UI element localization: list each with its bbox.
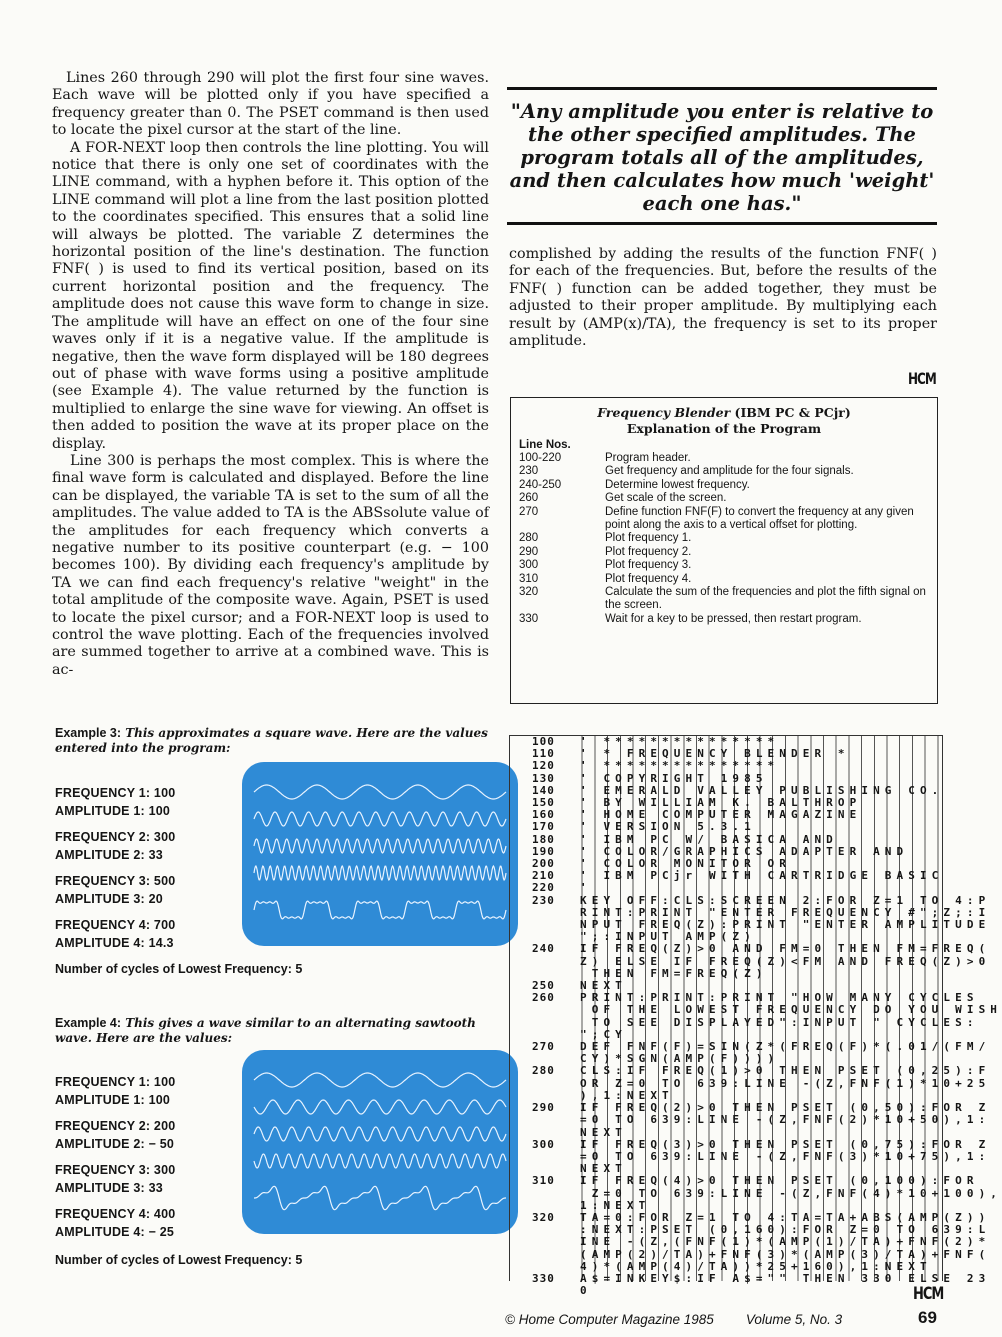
listing-line — [510, 834, 942, 846]
basic-line-number: 320 — [532, 1210, 555, 1224]
basic-line-number: 260 — [532, 991, 555, 1005]
basic-line-number: 140 — [532, 783, 555, 797]
explanation-row — [519, 492, 929, 505]
basic-line-number — [510, 956, 568, 968]
listing-line — [510, 1247, 991, 1261]
explanation-row — [519, 559, 929, 572]
basic-code: ' IBM PC W/ BASICA AND — [580, 832, 838, 846]
example-caption: Example 4: This gives a wave similar to an alternating sawtooth wave. Here are the values: — [55, 1016, 476, 1045]
listing-line — [510, 1271, 991, 1285]
basic-line-number — [510, 1151, 568, 1163]
basic-code: THEN FM=FREQ(Z) — [580, 966, 768, 980]
basic-line-number: 330 — [532, 1271, 555, 1285]
listing-line — [510, 1149, 991, 1163]
basic-code: ' BY WILLIAM K. BALTHROP — [580, 796, 862, 810]
frequency-label: FREQUENCY 3: 300 — [55, 1163, 176, 1177]
basic-line-number: 130 — [532, 771, 555, 785]
article-left-column — [52, 70, 489, 679]
end-mark-logo: HCM — [908, 369, 936, 389]
cycles-label: Number of cycles of Lowest Frequency: 5 — [55, 962, 303, 976]
basic-line-number: 290 — [532, 1101, 555, 1115]
explanation-title: Frequency Blender (IBM PC & PCjr) — [597, 405, 851, 420]
line-number: 260 — [519, 492, 539, 505]
basic-line-number: 190 — [532, 844, 555, 858]
basic-code: ";:INPUT AMP(Z) — [580, 930, 756, 944]
basic-code: DEF FNF(F)=SIN(Z*(FREQ(F)*(.01/(FM/ — [580, 1040, 991, 1054]
line-number: 240-250 — [519, 478, 562, 491]
basic-code: ' COLOR/GRAPHICS ADAPTER AND — [580, 844, 909, 858]
basic-line-number — [510, 1249, 568, 1261]
basic-code: ' COLOR MONITOR OR — [580, 857, 792, 871]
basic-code: NPUT FREQ(Z):PRINT "ENTER AMPLITUDE — [580, 918, 991, 932]
basic-code: :NEXT:PSET (0,160):FOR Z=0 TO 639:L — [580, 1223, 991, 1237]
basic-code: 4)*(AMP(4)/TA))*25+160),1:NEXT — [580, 1259, 932, 1273]
basic-code: ' EMERALD VALLEY PUBLISHING CO. — [580, 783, 944, 797]
line-number: 330 — [519, 612, 539, 625]
amplitude-label: AMPLITUDE 4: − 25 — [55, 1225, 175, 1239]
basic-code: Z) ELSE IF FREQ(Z)<FM AND FREQ(Z)>0 — [580, 954, 991, 968]
oscilloscope-screen — [242, 1050, 518, 1234]
basic-code: ' VERSION 5.3.1 — [580, 820, 756, 834]
amplitude-label: AMPLITUDE 2: 33 — [55, 848, 163, 862]
frequency-trace — [254, 1100, 506, 1114]
amplitude-label: AMPLITUDE 2: − 50 — [55, 1137, 175, 1151]
basic-code: TA=0:FOR Z=1 TO 4:TA=TA+ABS(AMP(Z)) — [580, 1210, 991, 1224]
listing-line — [510, 1285, 942, 1297]
line-number: 320 — [519, 586, 539, 599]
basic-line-number: 110 — [532, 747, 555, 761]
explanation-row — [519, 573, 929, 586]
basic-code: ' IBM PCjr WITH CARTRIDGE BASIC — [580, 869, 944, 883]
explanation-header: Line Nos. — [519, 439, 571, 451]
explanation-row — [519, 546, 929, 559]
basic-line-number — [510, 1127, 568, 1139]
line-number: 230 — [519, 465, 539, 478]
basic-line-number: 170 — [532, 820, 555, 834]
listing-line — [510, 882, 942, 894]
footer-logo: HCM — [913, 1284, 944, 1305]
listing-line — [510, 1064, 991, 1078]
example-caption: Example 3: This approximates a square wave. Here are the values entered into the program: — [55, 726, 488, 755]
basic-line-number — [510, 919, 568, 931]
basic-code: TO SEE DISPLAYED":INPUT " CYCLES: — [580, 1015, 979, 1029]
article-right-column — [509, 246, 937, 350]
waveform-plot — [242, 1050, 518, 1234]
basic-code: NEXT — [580, 979, 627, 993]
basic-line-number: 270 — [532, 1040, 555, 1054]
frequency-trace — [254, 866, 506, 880]
basic-code: CY)*SGN(AMP(F)))) — [580, 1052, 780, 1066]
basic-line-number: 220 — [532, 881, 555, 895]
copyright-text: © Home Computer Magazine 1985 — [505, 1312, 714, 1327]
explanation-rows — [519, 452, 929, 626]
basic-code: IF FREQ(Z)>0 AND FM=0 THEN FM=FREQ( — [580, 942, 991, 956]
frequency-trace — [254, 1127, 506, 1141]
basic-line-number — [510, 1188, 568, 1200]
listing-line — [510, 773, 942, 785]
composite-trace — [254, 901, 506, 919]
paragraph: Lines 260 through 290 will plot the first four sine waves. Each wave will be plotted only if you have specified a frequency greater than 0. The PSET command is then used to locate the pixel cursor at the start of the line. — [52, 70, 489, 139]
frequency-label: FREQUENCY 4: 400 — [55, 1207, 176, 1221]
basic-line-number: 240 — [532, 942, 555, 956]
amplitude-label: AMPLITUDE 3: 33 — [55, 1181, 163, 1195]
line-number: 300 — [519, 559, 539, 572]
line-number: 280 — [519, 532, 539, 545]
listing-line — [510, 821, 942, 833]
basic-code: ' COPYRIGHT 1985 — [580, 771, 768, 785]
line-number: 290 — [519, 545, 539, 558]
explanation-row — [519, 613, 929, 626]
example-3 — [55, 726, 490, 976]
frequency-label: FREQUENCY 1: 100 — [55, 1075, 176, 1089]
basic-line-number: 310 — [532, 1174, 555, 1188]
listing-rows — [510, 735, 1002, 1298]
line-description: Plot frequency 2. — [605, 545, 692, 558]
basic-code: IF FREQ(2)>0 THEN PSET (0,50):FOR Z — [580, 1101, 991, 1115]
line-number: 270 — [519, 505, 539, 518]
amplitude-label: AMPLITUDE 3: 20 — [55, 892, 163, 906]
line-description: Wait for a key to be pressed, then restart program. — [605, 612, 862, 625]
frequency-trace — [254, 839, 506, 853]
frequency-label: FREQUENCY 2: 200 — [55, 1119, 176, 1133]
basic-code: ";CY — [580, 1027, 627, 1041]
basic-code: NEXT — [580, 1162, 627, 1176]
listing-line — [510, 760, 942, 772]
amplitude-label: AMPLITUDE 1: 100 — [55, 804, 171, 818]
basic-line-number: 300 — [532, 1137, 555, 1151]
line-description: Define function FNF(F) to convert the frequency at any given point along the axis to a vertical offset for plotting. — [605, 505, 914, 532]
amplitude-label: AMPLITUDE 1: 100 — [55, 1093, 171, 1107]
basic-code: ' * FREQUENCY BLENDER * — [580, 747, 850, 761]
basic-code: NEXT — [580, 1125, 627, 1139]
basic-code: OR Z=0 TO 639:LINE -(Z,FNF(1)*10+25 — [580, 1076, 991, 1090]
basic-code: (AMP(2)/TA)+FNF(3)*(AMP(3)/TA)+FNF( — [580, 1247, 991, 1261]
listing-line — [510, 1113, 991, 1127]
basic-line-number — [510, 1004, 568, 1016]
listing-line — [510, 942, 991, 956]
basic-line-number: 100 — [532, 735, 555, 748]
composite-trace — [254, 1186, 506, 1209]
basic-line-number: 120 — [532, 759, 555, 773]
basic-code: KEY OFF:CLS:SCREEN 2:FOR Z=1 TO 4:P — [580, 893, 991, 907]
basic-code: =0 TO 639:LINE -(Z,FNF(2)*10+50),1: — [580, 1113, 991, 1127]
line-description: Program header. — [605, 452, 691, 464]
basic-code: A$=INKEY$:IF A$="" THEN 330 ELSE 23 — [580, 1271, 991, 1285]
explanation-box — [510, 397, 938, 704]
basic-line-number: 150 — [532, 796, 555, 810]
line-number: 100-220 — [519, 452, 562, 464]
basic-code: INE -(Z,(FNF(1)*(AMP(1)/TA)+FNF(2)* — [580, 1235, 991, 1249]
explanation-row — [519, 452, 929, 465]
basic-code: IF FREQ(4)>0 THEN PSET (0,100):FOR — [580, 1174, 979, 1188]
basic-code: ' *************** — [580, 759, 780, 773]
line-description: Get scale of the screen. — [605, 492, 727, 505]
basic-code: 0 — [580, 1284, 592, 1298]
example-4 — [55, 1016, 490, 1276]
frequency-label: FREQUENCY 4: 700 — [55, 918, 176, 932]
waveform-plot — [242, 762, 518, 946]
frequency-label: FREQUENCY 3: 500 — [55, 874, 176, 888]
explanation-row — [519, 586, 929, 613]
basic-line-number: 160 — [532, 808, 555, 822]
basic-code: Z=0 TO 639:LINE -(Z,FNF(4)*10+100), — [580, 1186, 1002, 1200]
explanation-subtitle: Explanation of the Program — [626, 421, 822, 436]
frequency-trace — [254, 1073, 506, 1087]
basic-code: OF THE LOWEST FREQUENCY DO YOU WISH — [580, 1003, 1002, 1017]
basic-code: IF FREQ(3)>0 THEN PSET (0,75):FOR Z — [580, 1137, 991, 1151]
basic-code: PRINT:PRINT:PRINT "HOW MANY CYCLES — [580, 991, 979, 1005]
frequency-trace — [254, 785, 506, 799]
frequency-label: FREQUENCY 1: 100 — [55, 786, 176, 800]
listing-line — [510, 870, 942, 882]
listing-line — [510, 1127, 942, 1139]
basic-line-number: 280 — [532, 1064, 555, 1078]
basic-line-number — [510, 1114, 568, 1126]
basic-line-number — [510, 1017, 568, 1029]
basic-line-number: 180 — [532, 832, 555, 846]
volume-text: Volume 5, No. 3 — [745, 1312, 843, 1327]
explanation-row — [519, 479, 929, 492]
basic-code: CLS:IF FREQ(1)>0 THEN PSET (0,25):F — [580, 1064, 991, 1078]
basic-line-number — [510, 907, 568, 919]
paragraph: Line 300 is perhaps the most complex. This is where the final wave form is calculated and displayed. Before the line can be displayed, the variable TA is set to the sum of all the amplitudes. The value added to TA is the ABSsolute value of the amplitudes for each frequency which converts a negative number to its positive counterpart (e.g. − 100 becomes 100). By dividing each frequency's amplitude by TA we can find each frequency's relative "weight" in the total amplitude of the composite wave. Again, PSET is used to locate the pixel cursor; and a FOR-NEXT loop is used to control the wave plotting. Each of the frequencies involved are summed together to arrive at a combined wave. This is ac- — [52, 452, 489, 678]
paragraph: complished by adding the results of the function FNF( ) for each of the frequencies. But, before the results of the FNF( ) function can be added together, they must be adjusted to their proper amplitude. By multiplying each result by (AMP(x)/TA), the frequency is set to its proper amplitude. — [509, 246, 937, 350]
line-description: Plot frequency 1. — [605, 532, 692, 545]
basic-line-number — [510, 1224, 568, 1236]
paragraph: A FOR-NEXT loop then controls the line plotting. You will notice that there is only one set of coordinates with the LINE command, with a hyphen before it. This option of the LINE command will plot a line from the last position plotted to the coordinates specified. This ensures that a solid line will always be plotted. The variable Z determines the horizontal position of the line's destination. The function FNF( ) is used to find its vertical position, based on its current horizontal position and the frequency. The amplitude does not cause this wave form to change in size. The amplitude will have an effect on one of the four sine waves only if it is a negative value. If the amplitude is negative, then the wave form displayed will be 180 degrees out of phase with wave forms using a positive amplitude (see Example 4). The value returned by the function is multiplied to enlarge the sine wave for viewing. An offset is then added to position the wave at its proper place on the display. — [52, 139, 489, 452]
line-description: Determine lowest frequency. — [605, 478, 750, 491]
pull-quote: "Any amplitude you enter is relative to the other specified amplitudes. The program totals all of the amplitudes, and then calculates how much 'weight' each one has." — [507, 87, 937, 225]
cycles-label: Number of cycles of Lowest Frequency: 5 — [55, 1253, 303, 1267]
listing-line — [510, 1015, 979, 1029]
line-number: 310 — [519, 572, 539, 585]
amplitude-label: AMPLITUDE 4: 14.3 — [55, 936, 174, 950]
line-description: Calculate the sum of the frequencies and plot the fifth signal on the screen. — [605, 586, 926, 612]
line-description: Plot frequency 4. — [605, 572, 692, 585]
basic-code: ' — [580, 881, 592, 895]
basic-code: ),1:NEXT — [580, 1088, 674, 1102]
basic-code: 1:NEXT — [580, 1198, 651, 1212]
basic-code: ' *************** — [580, 735, 780, 748]
listing-line — [510, 968, 942, 980]
listing-line — [510, 1235, 991, 1249]
basic-line-number: 200 — [532, 857, 555, 871]
frequency-trace — [254, 1154, 506, 1168]
basic-code: RINT:PRINT "ENTER FREQUENCY #";Z;:I — [580, 905, 991, 919]
frequency-label: FREQUENCY 2: 300 — [55, 830, 176, 844]
explanation-row — [519, 532, 929, 545]
oscilloscope-screen — [242, 762, 518, 946]
explanation-row — [519, 465, 929, 478]
basic-line-number — [510, 1236, 568, 1248]
listing-line — [510, 1076, 991, 1090]
listing-line — [510, 1186, 1002, 1200]
basic-code: =0 TO 639:LINE -(Z,FNF(3)*10+75),1: — [580, 1149, 991, 1163]
basic-code: ' HOME COMPUTER MAGAZINE — [580, 808, 862, 822]
listing-line — [510, 1174, 979, 1188]
page-number: 69 — [918, 1308, 937, 1327]
explanation-row — [519, 506, 929, 533]
frequency-trace — [254, 812, 506, 826]
basic-line-number — [510, 1078, 568, 1090]
listing-line — [510, 1003, 1002, 1017]
basic-line-number: 210 — [532, 869, 555, 883]
listing-line — [510, 893, 991, 907]
basic-line-number: 230 — [532, 893, 555, 907]
line-description: Get frequency and amplitude for the four signals. — [605, 465, 854, 478]
page-footer — [505, 1312, 842, 1327]
basic-line-number — [510, 1285, 568, 1297]
basic-line-number: 250 — [532, 979, 555, 993]
line-description: Plot frequency 3. — [605, 559, 692, 572]
